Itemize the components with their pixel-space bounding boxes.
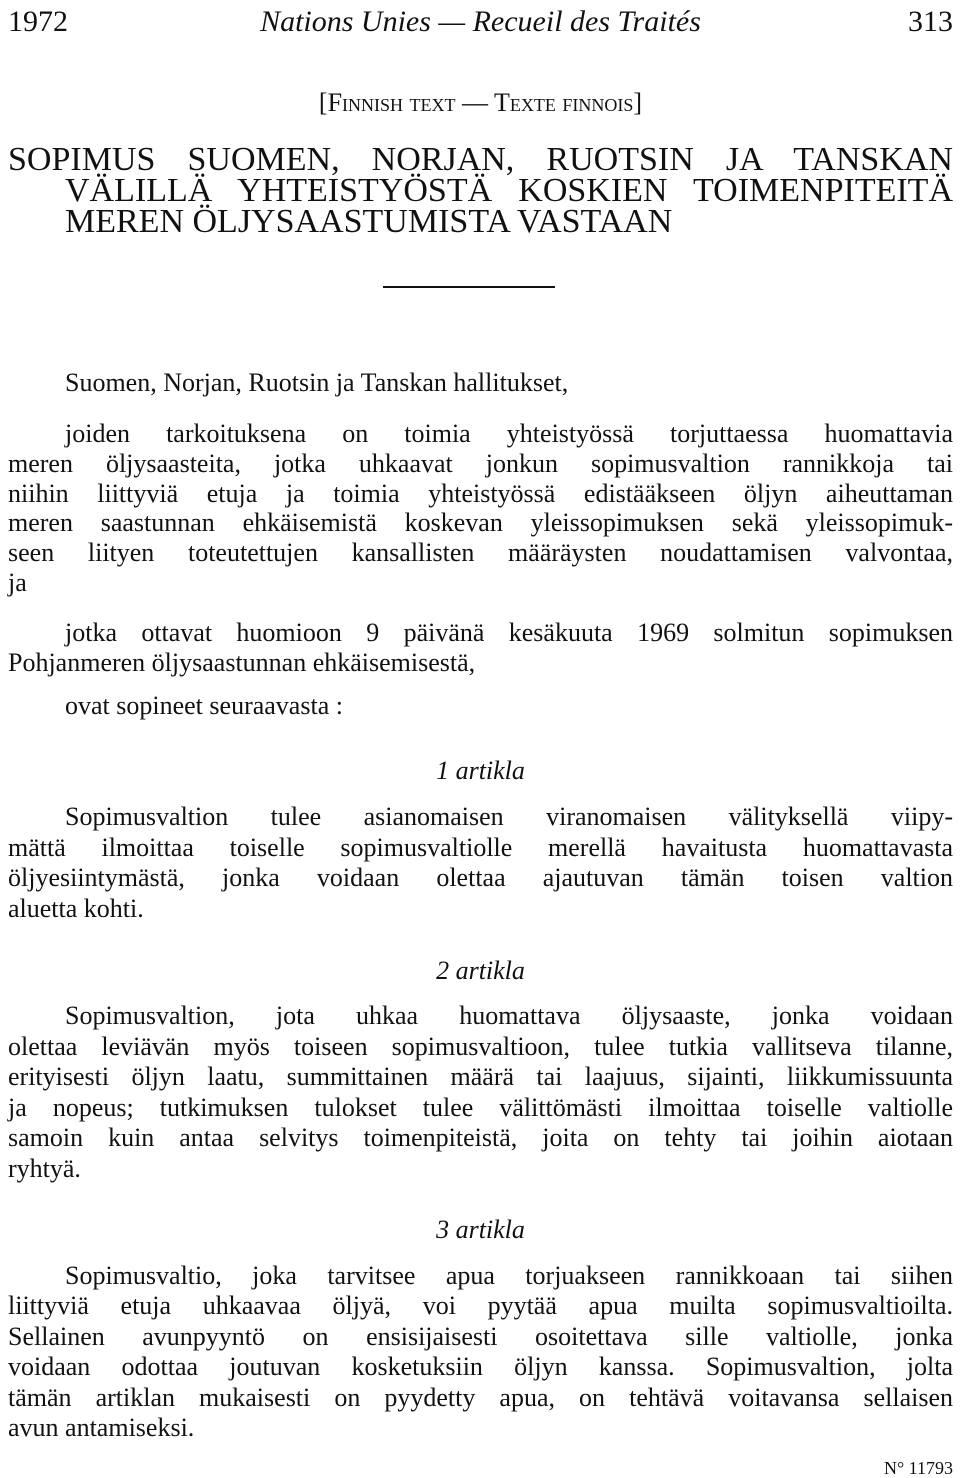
text-line: tämän artiklan mukaisesti on pyydetty apua, on tehtävä voitavansa sellaisen <box>8 1382 953 1412</box>
title-line: VÄLILLÄ YHTEISTYÖSTÄ KOSKIEN TOIMENPITEITÄ <box>65 172 953 209</box>
text-line: Sellainen avunpyyntö on ensisijaisesti osoitettava sille valtiolle, jonka <box>8 1321 953 1351</box>
running-header <box>8 6 953 38</box>
text-line: liittyviä etuja uhkaavaa öljyä, voi pyytää apua muilta sopimusvaltioilta. <box>8 1291 953 1321</box>
language-note: [Finnish text — Texte finnois] <box>318 88 643 117</box>
text-line: Pohjanmeren öljysaastunnan ehkäisemisestä, <box>8 648 476 677</box>
text-line: aluetta kohti. <box>8 894 144 924</box>
header-journal-title: Nations Unies — Recueil des Traités <box>260 5 701 38</box>
text-line: ja nopeus; tutkimuksen tulokset tulee välittömästi ilmoittaa toiselle valtiolle <box>8 1092 953 1122</box>
treaty-title <box>8 141 953 240</box>
text-line: avun antamiseksi. <box>8 1413 195 1443</box>
text-line: olettaa leviävän myös toiseen sopimusvaltioon, tulee tutkia vallitseva tilanne, <box>8 1031 953 1061</box>
text-line: meren öljysaasteita, jotka uhkaavat jonkun sopimusvaltion rannikkoja tai <box>8 448 953 478</box>
article-3-heading: 3 artikla <box>436 1215 525 1244</box>
text-line: Sopimusvaltion, jota uhkaa huomattava öljysaaste, jonka voidaan <box>65 1001 953 1030</box>
text-line: jotka ottavat huomioon 9 päivänä kesäkuuta 1969 solmitun sopimuksen <box>65 618 953 647</box>
text-line: ryhtyä. <box>8 1153 81 1183</box>
preamble-recital-2 <box>8 618 953 678</box>
article-1-heading: 1 artikla <box>436 756 525 785</box>
text-line: mättä ilmoittaa toiselle sopimusvaltiolle merellä havaitusta huomattavasta <box>8 832 953 862</box>
preamble-agreed <box>8 691 953 722</box>
text-line: joiden tarkoituksena on toimia yhteistyössä torjuttaessa huomattavia <box>65 419 953 448</box>
registration-number: N° 11793 <box>883 1458 953 1478</box>
title-line: SOPIMUS SUOMEN, NORJAN, RUOTSIN JA TANSKAN <box>8 141 953 178</box>
header-page-number: 313 <box>908 5 953 38</box>
text-line: ovat sopineet seuraavasta : <box>65 691 343 720</box>
preamble-recital-1 <box>8 419 953 598</box>
text-line: Sopimusvaltio, joka tarvitsee apua torjuakseen rannikkoaan tai siihen <box>65 1261 953 1290</box>
text-line: seen liityen toteutettujen kansallisten määräysten noudattamisen valvontaa, <box>8 538 953 568</box>
text-line: meren saastunnan ehkäisemistä koskevan yleissopimuksen sekä yleissopimuk- <box>8 508 953 538</box>
text-line: erityisesti öljyn laatu, summittainen määrä tai laajuus, sijainti, liikkumissuunta <box>8 1062 953 1092</box>
text-line: Sopimusvaltion tulee asianomaisen viranomaisen välityksellä viipy- <box>65 802 953 831</box>
preamble-parties <box>8 368 953 399</box>
header-year: 1972 <box>8 5 68 38</box>
title-line: MEREN ÖLJYSAASTUMISTA VASTAAN <box>65 203 673 240</box>
text-line: öljyesiintymästä, jonka voidaan olettaa ajautuvan tämän toisen valtion <box>8 863 953 893</box>
text-line: ja <box>8 567 27 597</box>
article-2-body <box>8 1001 953 1185</box>
article-2-heading: 2 artikla <box>436 956 525 985</box>
article-3-body <box>8 1261 953 1443</box>
article-1-body <box>8 802 953 925</box>
text-line: niihin liittyviä etuja ja toimia yhteistyössä edistääkseen öljyn aiheuttaman <box>8 478 953 508</box>
title-divider <box>383 286 555 288</box>
text-line: Suomen, Norjan, Ruotsin ja Tanskan hallitukset, <box>65 368 569 397</box>
text-line: samoin kuin antaa selvitys toimenpiteistä, joita on tehty tai joihin aiotaan <box>8 1123 953 1153</box>
text-line: voidaan odottaa joutuvan kosketuksiin öljyn kanssa. Sopimusvaltion, jolta <box>8 1352 953 1382</box>
